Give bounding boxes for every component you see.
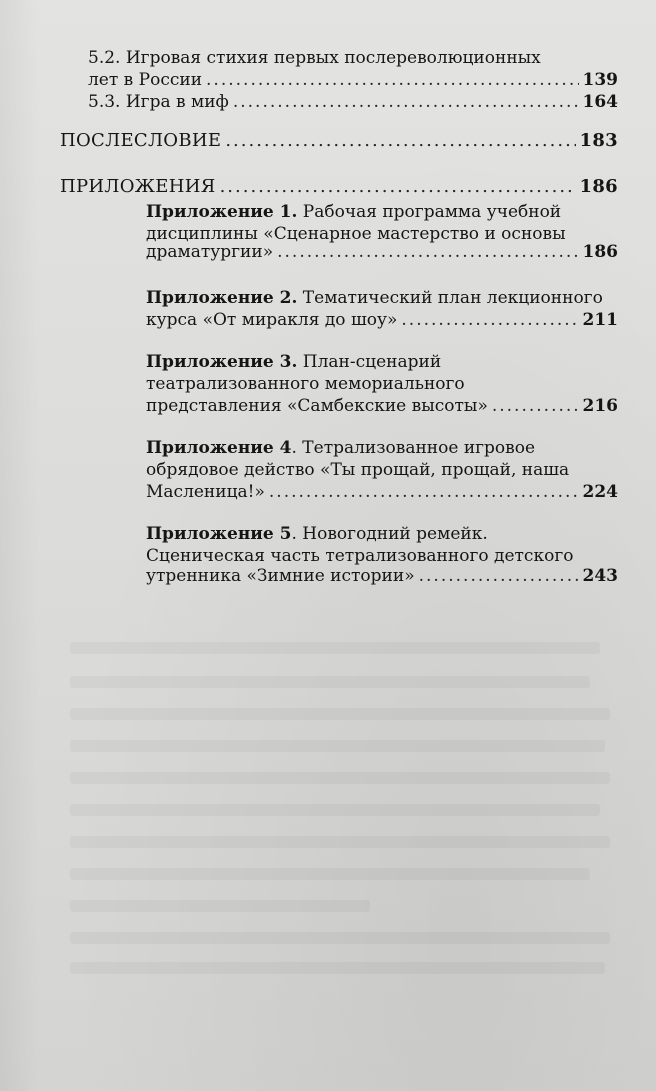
toc-entry-text: курса «От миракля до шоу» xyxy=(146,310,398,330)
page-number: 186 xyxy=(579,176,618,197)
appendix-title-part: Рабочая программа учебной xyxy=(297,202,562,222)
bleed-through-line xyxy=(70,804,600,816)
leader-dots xyxy=(492,396,579,416)
appendix-4-line2: обрядовое действо «Ты прощай, прощай, наша xyxy=(146,460,570,480)
bleed-through-line xyxy=(70,932,610,944)
page-number: 183 xyxy=(579,130,618,151)
appendix-title-part: План-сценарий xyxy=(297,352,442,372)
appendix-label: Приложение 5 xyxy=(146,524,292,544)
page-number: 139 xyxy=(582,70,618,90)
bleed-through-line xyxy=(70,708,610,720)
leader-dots xyxy=(225,130,575,151)
toc-entry-appendix-3[interactable] xyxy=(146,396,618,416)
toc-entry-5-2[interactable] xyxy=(88,70,618,90)
toc-entry-5-3[interactable] xyxy=(88,92,618,112)
toc-entry-appendices[interactable] xyxy=(60,176,618,197)
leader-dots xyxy=(277,242,578,262)
appendix-title-part: Тематический план лекционного xyxy=(297,288,603,308)
section-title: ПРИЛОЖЕНИЯ xyxy=(60,176,216,197)
bleed-through-line xyxy=(70,868,590,880)
page-number: 216 xyxy=(582,396,618,416)
bleed-through-line xyxy=(70,962,605,974)
toc-entry-text: 5.3. Игра в миф xyxy=(88,92,229,112)
appendix-1-line2: дисциплины «Сценарное мастерство и основы xyxy=(146,224,566,244)
toc-entry-text: утренника «Зимние истории» xyxy=(146,566,415,586)
leader-dots xyxy=(220,176,576,197)
toc-entry-appendix-5[interactable] xyxy=(146,566,618,586)
appendix-label: Приложение 4 xyxy=(146,438,292,458)
appendix-2-line1 xyxy=(146,288,603,308)
appendix-title-part: . Тетрализованное игровое xyxy=(291,438,536,458)
appendix-title-part: . Новогодний ремейк. xyxy=(291,524,488,544)
page-number: 164 xyxy=(582,92,618,112)
leader-dots xyxy=(419,566,579,586)
toc-entry-afterword[interactable] xyxy=(60,130,618,151)
appendix-3-line1 xyxy=(146,352,441,372)
toc-entry-appendix-4[interactable] xyxy=(146,482,618,502)
leader-dots xyxy=(401,310,578,330)
toc-entry-appendix-2[interactable] xyxy=(146,310,618,330)
toc-entry-text: лет в России xyxy=(88,70,203,90)
page-number: 243 xyxy=(582,566,618,586)
bleed-through-line xyxy=(70,836,610,848)
leader-dots xyxy=(233,92,579,112)
appendix-label: Приложение 1. xyxy=(146,202,298,222)
appendix-label: Приложение 3. xyxy=(146,352,298,372)
page-number: 224 xyxy=(582,482,618,502)
toc-entry-5-2-line1: 5.2. Игровая стихия первых послереволюционных xyxy=(88,48,541,68)
appendix-3-line2: театрализованного мемориального xyxy=(146,374,465,394)
leader-dots xyxy=(206,70,578,90)
appendix-label: Приложение 2. xyxy=(146,288,298,308)
appendix-4-line1 xyxy=(146,438,535,458)
toc-entry-text: драматургии» xyxy=(146,242,274,262)
toc-entry-text: Масленица!» xyxy=(146,482,265,502)
toc-entry-appendix-1[interactable] xyxy=(146,242,618,262)
appendix-5-line1 xyxy=(146,524,488,544)
bleed-through-line xyxy=(70,900,370,912)
bleed-through-line xyxy=(70,740,605,752)
appendix-1-line1 xyxy=(146,202,561,222)
bleed-through-line xyxy=(70,772,610,784)
bleed-through-line xyxy=(70,642,600,654)
page-number: 211 xyxy=(582,310,618,330)
toc-entry-text: представления «Самбекские высоты» xyxy=(146,396,488,416)
leader-dots xyxy=(269,482,579,502)
appendix-5-line2: Сценическая часть тетрализованного детского xyxy=(146,546,574,566)
bleed-through-line xyxy=(70,676,590,688)
section-title: ПОСЛЕСЛОВИЕ xyxy=(60,130,222,151)
page-number: 186 xyxy=(582,242,618,262)
